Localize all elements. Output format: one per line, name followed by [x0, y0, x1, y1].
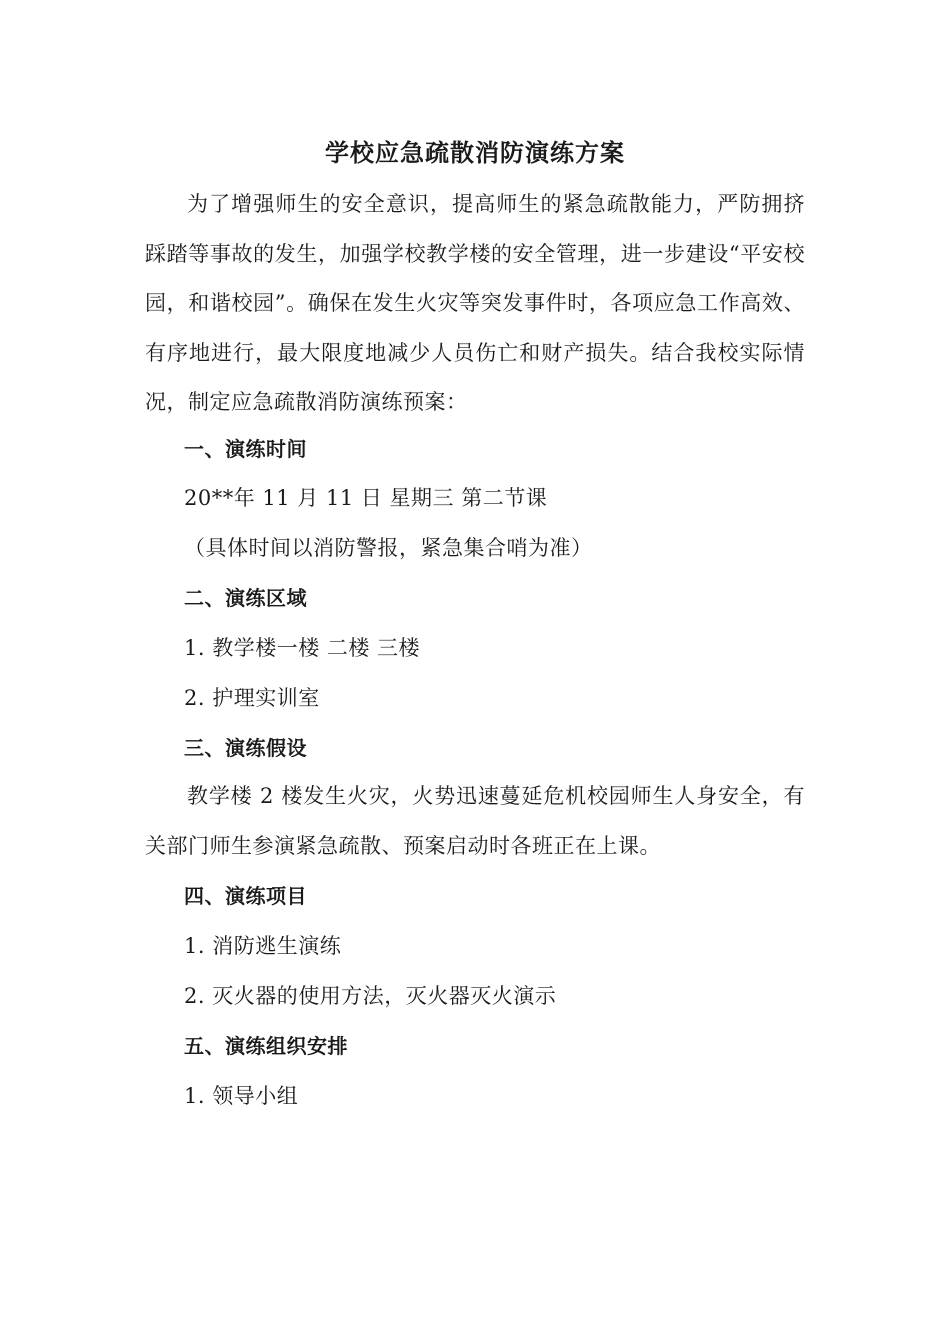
- section-items-item-2: 2. 灭火器的使用方法，灭火器灭火演示: [184, 984, 557, 1008]
- section-organization-item-1: 1. 领导小组: [184, 1084, 299, 1108]
- section-heading-scenario: 三、演练假设: [184, 736, 307, 760]
- intro-paragraph: 为了增强师生的安全意识，提高师生的紧急疏散能力，严防拥挤踩踏等事故的发生，加强学校教学楼的安全管理，进一步建设“平安校园，和谐校园”。确保在发生火灾等突发事件时，各项应急工作高效、有序地进行，最大限度地减少人员伤亡和财产损失。结合我校实际情况，制定应急疏散消防演练预案：: [145, 192, 805, 415]
- section-time-note: （具体时间以消防警报，紧急集合哨为准）: [184, 536, 593, 560]
- section-area-item-2: 2. 护理实训室: [184, 686, 320, 710]
- section-time-date: 20**年 11 月 11 日 星期三 第二节课: [184, 486, 548, 510]
- section-heading-items: 四、演练项目: [184, 884, 307, 908]
- section-items-item-1: 1. 消防逃生演练: [184, 934, 342, 958]
- document-title: 学校应急疏散消防演练方案: [325, 139, 625, 167]
- section-heading-time: 一、演练时间: [184, 437, 307, 461]
- section-area-item-1: 1. 教学楼一楼 二楼 三楼: [184, 636, 421, 660]
- section-heading-area: 二、演练区域: [184, 586, 307, 610]
- section-scenario-paragraph: 教学楼 2 楼发生火灾，火势迅速蔓延危机校园师生人身安全，有关部门师生参演紧急疏散、预案启动时各班正在上课。: [145, 784, 805, 858]
- section-heading-organization: 五、演练组织安排: [184, 1034, 348, 1058]
